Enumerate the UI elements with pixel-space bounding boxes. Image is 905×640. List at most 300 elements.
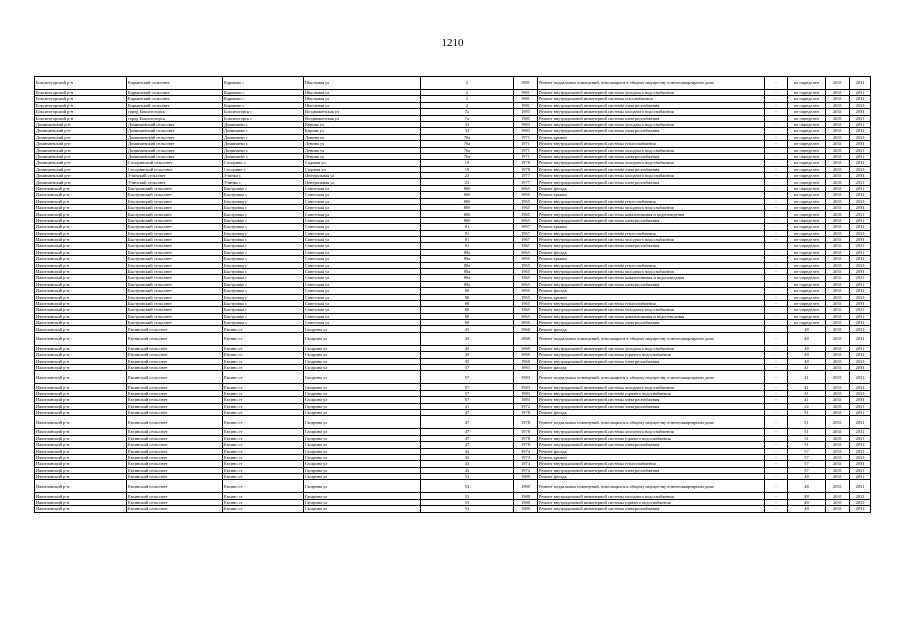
cell-cost: не определен: [788, 134, 826, 140]
cell-start-year: 2031: [826, 160, 850, 166]
cell-start-year: 2031: [826, 506, 850, 512]
cell-start-year: 2031: [826, 268, 850, 274]
cell-district: Ижитлинский р-н: [35, 403, 127, 409]
cell-locality: Евсино ст: [223, 480, 304, 493]
cell-work: Ремонт фасада: [538, 448, 765, 454]
cell-cost: не определен: [788, 288, 826, 294]
cell-start-year: 2031: [826, 320, 850, 326]
cell-district: Ижитлинский р-н: [35, 307, 127, 313]
cell-work: Ремонт внутридомовой инженерной системы электроснабжения: [538, 467, 765, 473]
cell-work: Ремонт внутридомовой инженерной системы холодного водоснабжения: [538, 236, 765, 242]
cell-street: Гагарина ул: [304, 480, 421, 493]
cell-type: -: [765, 153, 788, 159]
cell-work: Ремонт внутридомовой инженерной системы электроснабжения: [538, 217, 765, 223]
cell-house: 47: [421, 429, 514, 435]
cell-district: Ижитлинский р-н: [35, 480, 127, 493]
cell-locality: Быстровка с: [223, 185, 304, 191]
cell-end-year: 2031: [850, 77, 871, 90]
cell-end-year: 2031: [850, 332, 871, 345]
table-row: [35, 416, 871, 429]
cell-locality: Бокситогорск г: [223, 115, 304, 121]
cell-street: Гагарина ул: [304, 365, 421, 371]
cell-house: 47: [421, 435, 514, 441]
cell-district: Ижитлинский р-н: [35, 320, 127, 326]
cell-house: 81: [421, 243, 514, 249]
cell-council: Быстровский сельсовет: [127, 230, 223, 236]
cell-district: Ижитлинский р-н: [35, 217, 127, 223]
cell-year: 1978: [514, 429, 538, 435]
cell-cost: 41: [788, 390, 826, 396]
cell-street: Гагарина ул: [304, 493, 421, 499]
cell-district: Ижитлинский р-н: [35, 224, 127, 230]
cell-type: -: [765, 506, 788, 512]
cell-council: Быстровский сельсовет: [127, 192, 223, 198]
cell-house: 45: [421, 352, 514, 358]
cell-type: -: [765, 109, 788, 115]
cell-council: Быстровский сельсовет: [127, 262, 223, 268]
cell-cost: не определен: [788, 128, 826, 134]
cell-street: Садовая ул: [304, 166, 421, 172]
cell-cost: 48: [788, 326, 826, 332]
cell-locality: Евсино ст: [223, 332, 304, 345]
cell-year: 1981: [514, 102, 538, 108]
cell-council: Доминаевский сельсовет: [127, 121, 223, 127]
cell-type: -: [765, 493, 788, 499]
cell-locality: Евсино ст: [223, 493, 304, 499]
cell-year: 1967: [514, 243, 538, 249]
cell-type: -: [765, 198, 788, 204]
cell-district: Ижитлинский р-н: [35, 294, 127, 300]
cell-locality: Евсино ст: [223, 358, 304, 364]
cell-street: Гагарина ул: [304, 358, 421, 364]
cell-cost: не определен: [788, 153, 826, 159]
cell-street: Ленина ул: [304, 141, 421, 147]
cell-street: Советская ул: [304, 192, 421, 198]
cell-end-year: 2031: [850, 307, 871, 313]
cell-council: Евсинский сельсовет: [127, 365, 223, 371]
cell-council: Евсинский сельсовет: [127, 493, 223, 499]
cell-cost: не определен: [788, 230, 826, 236]
cell-street: Советская ул: [304, 236, 421, 242]
cell-council: Быстровский сельсовет: [127, 243, 223, 249]
cell-end-year: 2031: [850, 448, 871, 454]
cell-locality: Доминаево с: [223, 128, 304, 134]
cell-work: Ремонт внутридомовой инженерной системы теплоснабжения: [538, 300, 765, 306]
cell-work: Ремонт внутридомовой инженерной системы теплоснабжения: [538, 198, 765, 204]
cell-street: Школьная ул: [304, 96, 421, 102]
cell-council: Карьинский сельсовет: [127, 102, 223, 108]
cell-house: 80а: [421, 262, 514, 268]
cell-locality: Евсино ст: [223, 461, 304, 467]
cell-end-year: 2031: [850, 173, 871, 179]
cell-street: Советская ул: [304, 198, 421, 204]
cell-end-year: 2031: [850, 384, 871, 390]
cell-start-year: 2031: [826, 192, 850, 198]
cell-work: Ремонт внутридомовой инженерной системы электроснабжения: [538, 179, 765, 185]
cell-work: Ремонт крыши: [538, 294, 765, 300]
cell-start-year: 2031: [826, 358, 850, 364]
cell-locality: Быстровка с: [223, 236, 304, 242]
cell-district: Ижитлинский р-н: [35, 236, 127, 242]
cell-council: Доминаевский сельсовет: [127, 147, 223, 153]
cell-type: -: [765, 96, 788, 102]
cell-street: Советская ул: [304, 313, 421, 319]
cell-cost: 32: [788, 403, 826, 409]
cell-year: 1981: [514, 77, 538, 90]
cell-year: 1978: [514, 435, 538, 441]
cell-council: Быстровский сельсовет: [127, 236, 223, 242]
cell-council: Быстровский сельсовет: [127, 294, 223, 300]
cell-house: 57: [421, 365, 514, 371]
cell-work: Ремонт фасада: [538, 185, 765, 191]
cell-cost: 51: [788, 409, 826, 415]
cell-work: Ремонт внутридомовой инженерной системы канализования и водоотведения: [538, 211, 765, 217]
cell-year: 1974: [514, 454, 538, 460]
cell-council: Сосоринский сельсовет: [127, 160, 223, 166]
cell-locality: Утинка с: [223, 179, 304, 185]
cell-district: Ижитлинский р-н: [35, 416, 127, 429]
cell-cost: не определен: [788, 268, 826, 274]
cell-type: -: [765, 397, 788, 403]
cell-street: Советская ул: [304, 205, 421, 211]
cell-house: 80: [421, 300, 514, 306]
cell-work: Ремонт фасада: [538, 249, 765, 255]
cell-street: Гагарина ул: [304, 397, 421, 403]
cell-district: Ижитлинский р-н: [35, 435, 127, 441]
cell-start-year: 2031: [826, 403, 850, 409]
cell-work: Ремонт внутридомовой инженерной системы электроснабжения: [538, 166, 765, 172]
cell-locality: Евсино ст: [223, 384, 304, 390]
cell-locality: Быстровка с: [223, 294, 304, 300]
cell-street: Советская ул: [304, 281, 421, 287]
cell-type: -: [765, 429, 788, 435]
cell-type: -: [765, 384, 788, 390]
cell-year: 1960: [514, 345, 538, 351]
cell-locality: Быстровка с: [223, 217, 304, 223]
cell-district: Ижитлинский р-н: [35, 506, 127, 512]
cell-district: Ижитлинский р-н: [35, 192, 127, 198]
cell-street: Советская ул: [304, 275, 421, 281]
cell-end-year: 2031: [850, 198, 871, 204]
cell-start-year: 2031: [826, 332, 850, 345]
cell-year: 1965: [514, 256, 538, 262]
cell-district: Бокситогорский р-н: [35, 96, 127, 102]
cell-council: Евсинский сельсовет: [127, 326, 223, 332]
cell-work: Ремонт внутридомовой инженерной системы электроснабжения: [538, 506, 765, 512]
cell-district: Ижитлинский р-н: [35, 454, 127, 460]
cell-district: Ижитлинский р-н: [35, 499, 127, 505]
cell-year: 1965: [514, 217, 538, 223]
cell-street: Советская ул: [304, 224, 421, 230]
cell-year: 1980: [514, 480, 538, 493]
cell-district: Ижитлинский р-н: [35, 345, 127, 351]
cell-year: 1980: [514, 493, 538, 499]
cell-council: Евсинский сельсовет: [127, 435, 223, 441]
cell-end-year: 2031: [850, 115, 871, 121]
cell-house: 80: [421, 320, 514, 326]
cell-type: -: [765, 480, 788, 493]
cell-locality: Доминаево с: [223, 134, 304, 140]
cell-end-year: 2031: [850, 102, 871, 108]
cell-street: Гагарина ул: [304, 499, 421, 505]
cell-year: 1960: [514, 332, 538, 345]
cell-work: Ремонт внутридомовой инженерной системы электроснабжения: [538, 403, 765, 409]
cell-council: Евсинский сельсовет: [127, 371, 223, 384]
cell-work: Ремонт крыши: [538, 454, 765, 460]
cell-cost: не определен: [788, 281, 826, 287]
cell-house: 80а: [421, 268, 514, 274]
cell-locality: Быстровка с: [223, 268, 304, 274]
cell-work: Ремонт внутридомовой инженерной системы теплоснабжения: [538, 262, 765, 268]
cell-street: Гагарина ул: [304, 326, 421, 332]
cell-house: 80б: [421, 185, 514, 191]
cell-start-year: 2031: [826, 128, 850, 134]
cell-locality: Утинка с: [223, 173, 304, 179]
cell-end-year: 2031: [850, 326, 871, 332]
cell-type: -: [765, 454, 788, 460]
cell-house: 80а: [421, 281, 514, 287]
cell-council: Евсинский сельсовет: [127, 352, 223, 358]
cell-end-year: 2031: [850, 416, 871, 429]
cell-end-year: 2031: [850, 409, 871, 415]
cell-cost: не определен: [788, 198, 826, 204]
cell-start-year: 2031: [826, 96, 850, 102]
cell-type: -: [765, 307, 788, 313]
cell-start-year: 2031: [826, 390, 850, 396]
cell-start-year: 2031: [826, 179, 850, 185]
cell-street: Ленина ул: [304, 134, 421, 140]
cell-start-year: 2031: [826, 352, 850, 358]
cell-type: -: [765, 141, 788, 147]
cell-year: 1960: [514, 358, 538, 364]
cell-start-year: 2031: [826, 416, 850, 429]
cell-year: 1978: [514, 416, 538, 429]
cell-cost: 48: [788, 506, 826, 512]
cell-start-year: 2031: [826, 294, 850, 300]
cell-council: Быстровский сельсовет: [127, 300, 223, 306]
cell-district: Ижитлинский р-н: [35, 467, 127, 473]
cell-council: Доминаевский сельсовет: [127, 134, 223, 140]
cell-year: 1980: [514, 499, 538, 505]
cell-street: Воздвиженская ул: [304, 115, 421, 121]
cell-start-year: 2031: [826, 345, 850, 351]
cell-locality: Евсино ст: [223, 506, 304, 512]
cell-type: -: [765, 461, 788, 467]
cell-year: 1971: [514, 153, 538, 159]
cell-end-year: 2031: [850, 320, 871, 326]
cell-street: Гагарина ул: [304, 454, 421, 460]
cell-street: Гагарина ул: [304, 474, 421, 480]
cell-work: Ремонт подвальных помещений, относящихся к общему имуществу в многоквартирном доме: [538, 332, 765, 345]
cell-cost: 57: [788, 448, 826, 454]
cell-cost: 41: [788, 397, 826, 403]
cell-council: Утинский сельсовет: [127, 173, 223, 179]
cell-type: -: [765, 435, 788, 441]
cell-cost: не определен: [788, 294, 826, 300]
cell-locality: Быстровка с: [223, 211, 304, 217]
cell-locality: Быстровка с: [223, 249, 304, 255]
cell-type: -: [765, 134, 788, 140]
cell-end-year: 2031: [850, 442, 871, 448]
cell-district: Ижитлинский р-н: [35, 313, 127, 319]
cell-cost: 48: [788, 480, 826, 493]
cell-type: -: [765, 390, 788, 396]
cell-house: 47: [421, 442, 514, 448]
cell-start-year: 2031: [826, 442, 850, 448]
cell-council: Евсинский сельсовет: [127, 506, 223, 512]
cell-end-year: 2031: [850, 160, 871, 166]
cell-type: -: [765, 262, 788, 268]
cell-house: 80б: [421, 217, 514, 223]
cell-locality: Сосорино с: [223, 160, 304, 166]
cell-district: Ижитлинский р-н: [35, 493, 127, 499]
cell-street: Гагарина ул: [304, 384, 421, 390]
cell-cost: не определен: [788, 307, 826, 313]
cell-district: Доминаевский р-н: [35, 141, 127, 147]
cell-year: 1983: [514, 365, 538, 371]
cell-cost: не определен: [788, 179, 826, 185]
cell-locality: Евсино ст: [223, 416, 304, 429]
cell-cost: 51: [788, 435, 826, 441]
cell-year: 1965: [514, 268, 538, 274]
cell-district: Бокситогорский р-н: [35, 109, 127, 115]
cell-type: -: [765, 185, 788, 191]
cell-work: Ремонт внутридомовой инженерной системы холодного водоснабжения: [538, 493, 765, 499]
cell-year: 1965: [514, 275, 538, 281]
cell-district: Ижитлинский р-н: [35, 288, 127, 294]
cell-work: Ремонт крыши: [538, 192, 765, 198]
cell-year: 1965: [514, 294, 538, 300]
cell-work: Ремонт крыши: [538, 134, 765, 140]
cell-work: Ремонт внутридомовой инженерной системы газоснабжения: [538, 96, 765, 102]
cell-work: Ремонт внутридомовой инженерной системы холодного водоснабжения: [538, 205, 765, 211]
cell-district: Ижитлинский р-н: [35, 256, 127, 262]
cell-council: Карьинский сельсовет: [127, 96, 223, 102]
cell-type: -: [765, 326, 788, 332]
cell-house: 19: [421, 166, 514, 172]
cell-house: 80б: [421, 205, 514, 211]
cell-house: 53: [421, 480, 514, 493]
cell-start-year: 2031: [826, 281, 850, 287]
cell-street: Садовая ул: [304, 160, 421, 166]
cell-street: Гагарина ул: [304, 403, 421, 409]
cell-district: Ижитлинский р-н: [35, 262, 127, 268]
cell-type: -: [765, 243, 788, 249]
cell-work: Ремонт внутридомовой инженерной системы холодного водоснабжения: [538, 429, 765, 435]
cell-council: Быстровский сельсовет: [127, 307, 223, 313]
cell-type: -: [765, 320, 788, 326]
cell-start-year: 2031: [826, 147, 850, 153]
cell-locality: Евсино ст: [223, 429, 304, 435]
cell-end-year: 2031: [850, 262, 871, 268]
cell-work: Ремонт внутридомовой инженерной системы электроснабжения: [538, 243, 765, 249]
cell-cost: не определен: [788, 243, 826, 249]
cell-cost: не определен: [788, 217, 826, 223]
cell-street: Ленина ул: [304, 153, 421, 159]
cell-district: Ижитлинский р-н: [35, 409, 127, 415]
cell-work: Ремонт внутридомовой инженерной системы электроснабжения: [538, 320, 765, 326]
cell-start-year: 2031: [826, 115, 850, 121]
cell-district: Ижитлинский р-н: [35, 448, 127, 454]
table-row: [35, 332, 871, 345]
cell-cost: не определен: [788, 320, 826, 326]
cell-year: 1972: [514, 403, 538, 409]
cell-year: 1965: [514, 307, 538, 313]
cell-type: -: [765, 499, 788, 505]
cell-locality: Быстровка с: [223, 307, 304, 313]
cell-council: Быстровский сельсовет: [127, 275, 223, 281]
cell-year: 1965: [514, 320, 538, 326]
cell-council: Доминаевский сельсовет: [127, 153, 223, 159]
cell-start-year: 2031: [826, 448, 850, 454]
cell-type: -: [765, 268, 788, 274]
cell-start-year: 2031: [826, 326, 850, 332]
cell-year: 1985: [514, 115, 538, 121]
cell-work: Ремонт фасада: [538, 365, 765, 371]
cell-work: Ремонт внутридомовой инженерной системы холодного водоснабжения: [538, 384, 765, 390]
cell-street: Гагарина ул: [304, 345, 421, 351]
cell-house: 81: [421, 236, 514, 242]
cell-start-year: 2031: [826, 121, 850, 127]
cell-type: -: [765, 288, 788, 294]
cell-end-year: 2031: [850, 454, 871, 460]
cell-end-year: 2031: [850, 397, 871, 403]
cell-start-year: 2031: [826, 493, 850, 499]
cell-locality: Быстровка с: [223, 262, 304, 268]
cell-work: Ремонт внутридомовой инженерной системы теплоснабжения: [538, 141, 765, 147]
cell-locality: Быстровка с: [223, 192, 304, 198]
cell-locality: Быстровка с: [223, 205, 304, 211]
cell-end-year: 2031: [850, 499, 871, 505]
cell-locality: Евсино ст: [223, 397, 304, 403]
cell-work: Ремонт внутридомовой инженерной системы холодного водоснабжения: [538, 268, 765, 274]
cell-locality: Евсино ст: [223, 474, 304, 480]
cell-end-year: 2031: [850, 493, 871, 499]
cell-cost: 48: [788, 358, 826, 364]
cell-year: 1978: [514, 409, 538, 415]
cell-street: Гагарина ул: [304, 390, 421, 396]
cell-council: Евсинский сельсовет: [127, 448, 223, 454]
cell-house: 33: [421, 121, 514, 127]
cell-type: -: [765, 179, 788, 185]
cell-start-year: 2031: [826, 90, 850, 96]
cell-street: Гагарина ул: [304, 448, 421, 454]
cell-type: -: [765, 409, 788, 415]
cell-council: Быстровский сельсовет: [127, 268, 223, 274]
cell-council: Быстровский сельсовет: [127, 288, 223, 294]
cell-house: 43: [421, 448, 514, 454]
cell-end-year: 2031: [850, 134, 871, 140]
cell-house: 76а: [421, 134, 514, 140]
cell-council: Карьинский сельсовет: [127, 90, 223, 96]
cell-council: город Бокситогорск: [127, 115, 223, 121]
cell-end-year: 2031: [850, 96, 871, 102]
table-body: [35, 77, 871, 513]
cell-work: Ремонт фасада: [538, 288, 765, 294]
cell-district: Доминаевский р-н: [35, 147, 127, 153]
cell-type: -: [765, 205, 788, 211]
cell-house: 57: [421, 371, 514, 384]
cell-cost: не определен: [788, 109, 826, 115]
cell-cost: не определен: [788, 121, 826, 127]
cell-council: Быстровский сельсовет: [127, 249, 223, 255]
cell-district: Бокситогорский р-н: [35, 90, 127, 96]
cell-locality: Быстровка с: [223, 313, 304, 319]
cell-year: 1981: [514, 90, 538, 96]
cell-cost: не определен: [788, 224, 826, 230]
cell-start-year: 2031: [826, 224, 850, 230]
cell-type: -: [765, 365, 788, 371]
